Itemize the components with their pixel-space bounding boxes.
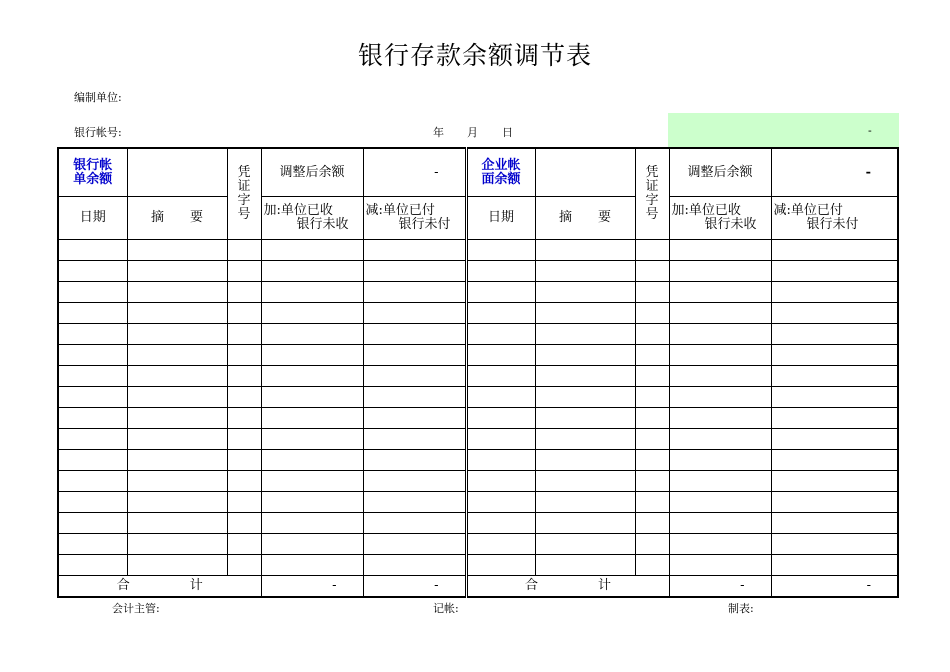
bank-balance-label: 银行帐 单余额 bbox=[58, 148, 127, 197]
table-row bbox=[58, 534, 898, 555]
ledger-cell[interactable] bbox=[363, 261, 466, 282]
bank-add-line2: 银行未收 bbox=[296, 217, 349, 232]
ledger-cell[interactable] bbox=[363, 345, 466, 366]
ledger-cell[interactable] bbox=[58, 408, 127, 429]
ledger-cell[interactable] bbox=[127, 345, 227, 366]
ledger-cell[interactable] bbox=[261, 492, 363, 513]
ledger-cell[interactable] bbox=[261, 387, 363, 408]
ledger-cell[interactable] bbox=[669, 282, 771, 303]
ledger-cell[interactable] bbox=[535, 492, 635, 513]
ledger-cell[interactable] bbox=[771, 471, 898, 492]
green-value-cell[interactable] bbox=[668, 113, 899, 147]
ledger-cell[interactable] bbox=[58, 555, 127, 576]
bank-adjusted-value[interactable]: - bbox=[363, 148, 466, 197]
ledger-cell[interactable] bbox=[535, 240, 635, 261]
ledger-cell[interactable] bbox=[58, 450, 127, 471]
ledger-cell[interactable] bbox=[635, 450, 669, 471]
ledger-cell[interactable] bbox=[127, 303, 227, 324]
green-value: - bbox=[868, 124, 872, 137]
ledger-cell[interactable] bbox=[535, 303, 635, 324]
bank-total-sub: - bbox=[363, 576, 466, 598]
table-row bbox=[58, 303, 898, 324]
ledger-cell[interactable] bbox=[466, 345, 535, 366]
ledger-cell[interactable] bbox=[58, 471, 127, 492]
page-title: 银行存款余额调节表 bbox=[357, 41, 592, 70]
ledger-cell[interactable] bbox=[261, 282, 363, 303]
ledger-cell[interactable] bbox=[771, 555, 898, 576]
ledger-cell[interactable] bbox=[535, 555, 635, 576]
month-label: 月 bbox=[467, 126, 478, 139]
ledger-cell[interactable] bbox=[58, 534, 127, 555]
ledger-cell[interactable] bbox=[635, 387, 669, 408]
ledger-cell[interactable] bbox=[635, 471, 669, 492]
ledger-cell[interactable] bbox=[363, 282, 466, 303]
ledger-cell[interactable] bbox=[227, 240, 261, 261]
ledger-cell[interactable] bbox=[635, 408, 669, 429]
ledger-cell[interactable] bbox=[669, 366, 771, 387]
company-sub-line1: 减:单位已付 bbox=[773, 203, 843, 218]
ledger-cell[interactable] bbox=[771, 429, 898, 450]
ledger-cell[interactable] bbox=[127, 429, 227, 450]
ledger-cell[interactable] bbox=[466, 534, 535, 555]
ledger-cell[interactable] bbox=[669, 471, 771, 492]
company-sub-header bbox=[771, 197, 898, 240]
bank-adjusted-label: 调整后余额 bbox=[261, 148, 363, 197]
ledger-cell[interactable] bbox=[261, 261, 363, 282]
table-row bbox=[58, 324, 898, 345]
ledger-cell[interactable] bbox=[635, 429, 669, 450]
ledger-cell[interactable] bbox=[535, 471, 635, 492]
ledger-cell[interactable] bbox=[771, 282, 898, 303]
ledger-cell[interactable] bbox=[227, 366, 261, 387]
ledger-cell[interactable] bbox=[535, 408, 635, 429]
ledger-cell[interactable] bbox=[58, 387, 127, 408]
company-adjusted-value[interactable]: - bbox=[771, 148, 898, 197]
ledger-cell[interactable] bbox=[771, 261, 898, 282]
ledger-cell[interactable] bbox=[635, 345, 669, 366]
ledger-cell[interactable] bbox=[466, 240, 535, 261]
ledger-cell[interactable] bbox=[466, 429, 535, 450]
ledger-cell[interactable] bbox=[535, 387, 635, 408]
ledger-cell[interactable] bbox=[227, 282, 261, 303]
ledger-cell[interactable] bbox=[771, 534, 898, 555]
ledger-cell[interactable] bbox=[466, 303, 535, 324]
ledger-cell[interactable] bbox=[771, 492, 898, 513]
table-row bbox=[58, 513, 898, 534]
company-total-sub: - bbox=[771, 576, 898, 598]
table-row bbox=[58, 408, 898, 429]
unit-label: 编制单位: bbox=[74, 91, 122, 104]
ledger-cell[interactable] bbox=[771, 513, 898, 534]
ledger-cell[interactable] bbox=[58, 492, 127, 513]
ledger-cell[interactable] bbox=[669, 534, 771, 555]
total-label-he: 合 bbox=[116, 578, 130, 593]
ledger-cell[interactable] bbox=[261, 513, 363, 534]
ledger-cell[interactable] bbox=[363, 513, 466, 534]
ledger-cell[interactable] bbox=[535, 366, 635, 387]
ledger-cell[interactable] bbox=[363, 429, 466, 450]
bank-date-header: 日期 bbox=[58, 197, 127, 240]
ledger-cell[interactable] bbox=[535, 282, 635, 303]
ledger-cell[interactable] bbox=[127, 450, 227, 471]
ledger-cell[interactable] bbox=[261, 303, 363, 324]
ledger-cell[interactable] bbox=[363, 366, 466, 387]
company-voucher-label: 凭 证 字 号 bbox=[635, 148, 669, 240]
ledger-cell[interactable] bbox=[669, 555, 771, 576]
ledger-cell[interactable] bbox=[466, 492, 535, 513]
ledger-cell[interactable] bbox=[58, 366, 127, 387]
ledger-cell[interactable] bbox=[669, 345, 771, 366]
table-row bbox=[58, 450, 898, 471]
ledger-cell[interactable] bbox=[466, 387, 535, 408]
ledger-cell[interactable] bbox=[227, 324, 261, 345]
ledger-cell[interactable] bbox=[127, 240, 227, 261]
ledger-cell[interactable] bbox=[466, 282, 535, 303]
ledger-cell[interactable] bbox=[127, 534, 227, 555]
ledger-cell[interactable] bbox=[227, 303, 261, 324]
preparer-label: 制表: bbox=[728, 602, 754, 615]
ledger-cell[interactable] bbox=[261, 408, 363, 429]
ledger-cell[interactable] bbox=[466, 408, 535, 429]
ledger-cell[interactable] bbox=[363, 303, 466, 324]
company-total-add: - bbox=[669, 576, 771, 598]
ledger-cell[interactable] bbox=[635, 282, 669, 303]
ledger-cell[interactable] bbox=[669, 387, 771, 408]
ledger-cell[interactable] bbox=[635, 366, 669, 387]
ledger-cell[interactable] bbox=[771, 240, 898, 261]
ledger-cell[interactable] bbox=[669, 324, 771, 345]
account-label: 银行帐号: bbox=[74, 126, 122, 139]
ledger-cell[interactable] bbox=[261, 366, 363, 387]
table-row bbox=[58, 492, 898, 513]
ledger-cell[interactable] bbox=[363, 534, 466, 555]
table-row bbox=[58, 555, 898, 576]
company-total-label bbox=[466, 576, 669, 598]
bank-total-add: - bbox=[261, 576, 363, 598]
table-row bbox=[58, 429, 898, 450]
ledger-cell[interactable] bbox=[771, 450, 898, 471]
ledger-cell[interactable] bbox=[669, 303, 771, 324]
ledger-cell[interactable] bbox=[227, 345, 261, 366]
company-balance-value[interactable] bbox=[535, 148, 635, 197]
ledger-cell[interactable] bbox=[227, 408, 261, 429]
ledger-cell[interactable] bbox=[669, 240, 771, 261]
ledger-cell[interactable] bbox=[771, 303, 898, 324]
ledger-cell[interactable] bbox=[127, 513, 227, 534]
ledger-cell[interactable] bbox=[669, 513, 771, 534]
bank-total-label bbox=[58, 576, 261, 598]
table-row bbox=[58, 387, 898, 408]
total-label-he: 合 bbox=[524, 578, 538, 593]
ledger-cell[interactable] bbox=[58, 429, 127, 450]
ledger-cell[interactable] bbox=[227, 450, 261, 471]
ledger-cell[interactable] bbox=[535, 534, 635, 555]
ledger-cell[interactable] bbox=[535, 429, 635, 450]
ledger-cell[interactable] bbox=[363, 408, 466, 429]
day-label: 日 bbox=[502, 126, 513, 139]
bank-summary-header: 摘 要 bbox=[127, 197, 227, 240]
ledger-cell[interactable] bbox=[535, 450, 635, 471]
ledger-cell[interactable] bbox=[771, 366, 898, 387]
company-adjusted-label: 调整后余额 bbox=[669, 148, 771, 197]
ledger-cell[interactable] bbox=[261, 240, 363, 261]
company-add-header bbox=[669, 197, 771, 240]
ledger-cell[interactable] bbox=[227, 261, 261, 282]
company-add-line2: 银行未收 bbox=[704, 217, 757, 232]
ledger-cell[interactable] bbox=[261, 429, 363, 450]
ledger-cell[interactable] bbox=[669, 408, 771, 429]
company-summary-header: 摘 要 bbox=[535, 197, 635, 240]
company-date-header: 日期 bbox=[466, 197, 535, 240]
ledger-cell[interactable] bbox=[635, 534, 669, 555]
bank-voucher-label: 凭 证 字 号 bbox=[227, 148, 261, 240]
ledger-cell[interactable] bbox=[466, 471, 535, 492]
table-row bbox=[58, 366, 898, 387]
ledger-cell[interactable] bbox=[363, 450, 466, 471]
ledger-cell[interactable] bbox=[58, 513, 127, 534]
ledger-cell[interactable] bbox=[227, 429, 261, 450]
ledger-cell[interactable] bbox=[261, 324, 363, 345]
ledger-cell[interactable] bbox=[227, 555, 261, 576]
ledger-cell[interactable] bbox=[535, 261, 635, 282]
ledger-cell[interactable] bbox=[771, 324, 898, 345]
ledger-cell[interactable] bbox=[58, 345, 127, 366]
ledger-cell[interactable] bbox=[635, 261, 669, 282]
ledger-cell[interactable] bbox=[363, 492, 466, 513]
ledger-cell[interactable] bbox=[363, 240, 466, 261]
bank-sub-header bbox=[363, 197, 466, 240]
company-add-line1: 加:单位已收 bbox=[671, 203, 741, 218]
ledger-cell[interactable] bbox=[466, 513, 535, 534]
reconciliation-table bbox=[57, 147, 899, 598]
company-sub-line2: 银行未付 bbox=[806, 217, 859, 232]
ledger-cell[interactable] bbox=[127, 366, 227, 387]
table-row bbox=[58, 471, 898, 492]
ledger-cell[interactable] bbox=[127, 555, 227, 576]
ledger-cell[interactable] bbox=[466, 555, 535, 576]
bookkeeper-label: 记帐: bbox=[433, 602, 459, 615]
ledger-cell[interactable] bbox=[127, 471, 227, 492]
ledger-cell[interactable] bbox=[466, 261, 535, 282]
ledger-cell[interactable] bbox=[771, 345, 898, 366]
bank-balance-value[interactable] bbox=[127, 148, 227, 197]
ledger-cell[interactable] bbox=[669, 492, 771, 513]
supervisor-label: 会计主管: bbox=[112, 602, 160, 615]
ledger-cell[interactable] bbox=[227, 534, 261, 555]
ledger-cell[interactable] bbox=[127, 282, 227, 303]
ledger-cell[interactable] bbox=[261, 345, 363, 366]
ledger-cell[interactable] bbox=[771, 408, 898, 429]
ledger-cell[interactable] bbox=[261, 450, 363, 471]
ledger-cell[interactable] bbox=[58, 282, 127, 303]
ledger-cell[interactable] bbox=[261, 471, 363, 492]
ledger-cell[interactable] bbox=[58, 324, 127, 345]
bank-add-line1: 加:单位已收 bbox=[263, 203, 333, 218]
table-row bbox=[58, 261, 898, 282]
ledger-cell[interactable] bbox=[635, 492, 669, 513]
ledger-cell[interactable] bbox=[669, 450, 771, 471]
total-label-ji: 计 bbox=[598, 578, 612, 593]
ledger-cell[interactable] bbox=[261, 534, 363, 555]
ledger-cell[interactable] bbox=[635, 324, 669, 345]
total-label-ji: 计 bbox=[189, 578, 203, 593]
ledger-cell[interactable] bbox=[669, 429, 771, 450]
ledger-cell[interactable] bbox=[227, 492, 261, 513]
ledger-cell[interactable] bbox=[363, 471, 466, 492]
ledger-cell[interactable] bbox=[535, 345, 635, 366]
table-row bbox=[58, 240, 898, 261]
ledger-cell[interactable] bbox=[363, 324, 466, 345]
ledger-cell[interactable] bbox=[127, 324, 227, 345]
ledger-cell[interactable] bbox=[363, 555, 466, 576]
ledger-cell[interactable] bbox=[635, 513, 669, 534]
ledger-cell[interactable] bbox=[771, 387, 898, 408]
ledger-cell[interactable] bbox=[58, 240, 127, 261]
ledger-cell[interactable] bbox=[635, 555, 669, 576]
ledger-cell[interactable] bbox=[127, 408, 227, 429]
ledger-cell[interactable] bbox=[535, 513, 635, 534]
ledger-cell[interactable] bbox=[261, 555, 363, 576]
ledger-cell[interactable] bbox=[635, 303, 669, 324]
ledger-cell[interactable] bbox=[227, 513, 261, 534]
ledger-cell[interactable] bbox=[466, 324, 535, 345]
ledger-cell[interactable] bbox=[127, 387, 227, 408]
ledger-cell[interactable] bbox=[58, 261, 127, 282]
table-row bbox=[58, 282, 898, 303]
bank-sub-line2: 银行未付 bbox=[398, 217, 451, 232]
ledger-cell[interactable] bbox=[127, 492, 227, 513]
ledger-cell[interactable] bbox=[58, 303, 127, 324]
ledger-cell[interactable] bbox=[227, 471, 261, 492]
ledger-cell[interactable] bbox=[466, 366, 535, 387]
table-row bbox=[58, 345, 898, 366]
ledger-cell[interactable] bbox=[227, 387, 261, 408]
ledger-cell[interactable] bbox=[669, 261, 771, 282]
ledger-cell[interactable] bbox=[127, 261, 227, 282]
ledger-cell[interactable] bbox=[635, 240, 669, 261]
bank-sub-line1: 减:单位已付 bbox=[365, 203, 435, 218]
ledger-cell[interactable] bbox=[535, 324, 635, 345]
year-label: 年 bbox=[433, 126, 444, 139]
ledger-cell[interactable] bbox=[466, 450, 535, 471]
bank-add-header bbox=[261, 197, 363, 240]
company-balance-label: 企业帐 面余额 bbox=[466, 148, 535, 197]
ledger-cell[interactable] bbox=[363, 387, 466, 408]
